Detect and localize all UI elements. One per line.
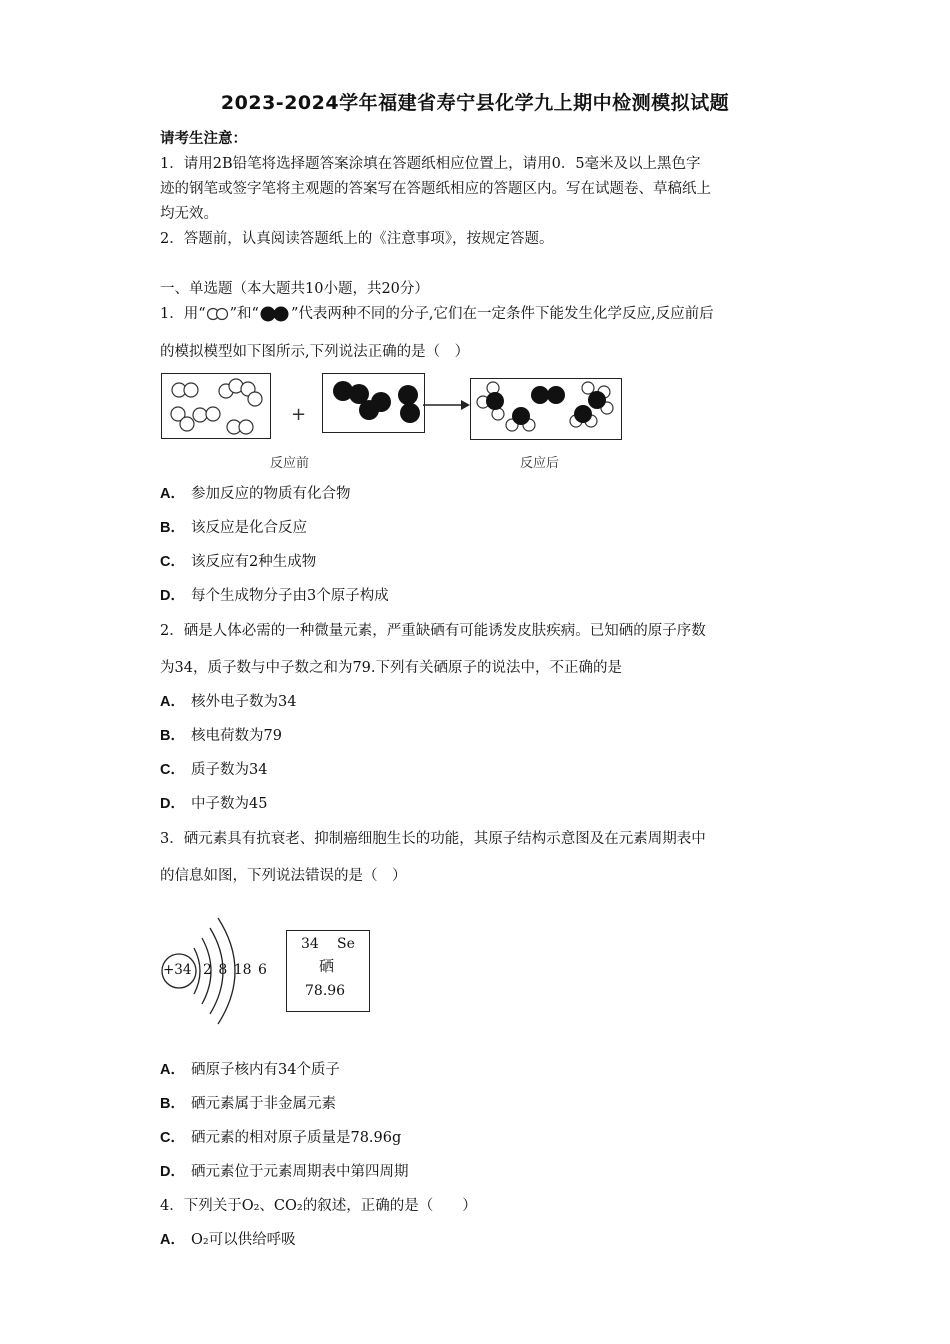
option-key: D． [160, 588, 185, 604]
product-molecules-drawing [471, 379, 621, 439]
q1-option-a [160, 482, 350, 503]
product-box [470, 378, 622, 440]
reactant-box-black [322, 373, 425, 433]
q3-option-d [160, 1160, 408, 1181]
notice-item1-line2: 迹的钢笔或签字笔将主观题的答案写在答题纸相应的答题区内。写在试题卷、草稿纸上 [160, 181, 711, 197]
white-molecule-icon [206, 307, 230, 321]
q2-stem-line2: 为34，质子数与中子数之和为79.下列有关硒原子的说法中，不正确的是 [160, 660, 623, 676]
q3-option-a [160, 1058, 340, 1079]
reaction-arrow [423, 399, 471, 411]
option-key: C． [160, 762, 185, 778]
white-molecules-drawing [162, 374, 270, 438]
reactant-box-white [161, 373, 271, 439]
q2-option-c [160, 758, 267, 779]
element-name: 硒 [319, 957, 335, 975]
q1-stem-part-a: 1．用“ [160, 306, 206, 322]
option-text: 质子数为34 [190, 762, 268, 778]
q3-option-c [160, 1126, 401, 1147]
option-key: D． [160, 796, 185, 812]
option-text: 该反应是化合反应 [190, 520, 307, 536]
option-key: B． [160, 1096, 185, 1112]
notice-item1-line3: 均无效。 [160, 206, 218, 222]
option-text: 硒元素位于元素周期表中第四周期 [190, 1164, 409, 1180]
option-key: B． [160, 728, 185, 744]
nucleus-label: +34 [163, 962, 192, 978]
option-key: A． [160, 1232, 185, 1248]
q1-stem-part-c: ”代表两种不同的分子,它们在一定条件下能发生化学反应,反应前后 [290, 306, 714, 322]
option-text: 硒元素属于非金属元素 [190, 1096, 336, 1112]
notice-heading: 请考生注意： [160, 130, 247, 147]
caption-before: 反应前 [270, 456, 310, 471]
option-key: C． [160, 1130, 185, 1146]
q4-option-a [160, 1228, 296, 1249]
shell-electrons: 2 8 18 6 [203, 962, 267, 978]
q1-stem-part-b: ”和“ [229, 306, 259, 322]
q1-stem-line2: 的模拟模型如下图所示,下列说法正确的是（ ） [160, 344, 470, 360]
q2-option-b [160, 724, 282, 745]
option-text: 参加反应的物质有化合物 [190, 486, 351, 502]
q1-option-b [160, 516, 307, 537]
option-text: O₂可以供给呼吸 [190, 1232, 296, 1248]
option-key: B． [160, 520, 185, 536]
plus-sign: + [291, 404, 307, 425]
atomic-number: 34 [301, 936, 319, 952]
q4-stem-line1: 4．下列关于O₂、CO₂的叙述，正确的是（ ） [160, 1198, 477, 1214]
q2-stem-line1: 2．硒是人体必需的一种微量元素，严重缺硒有可能诱发皮肤疾病。已知硒的原子序数 [160, 623, 706, 639]
option-text: 硒原子核内有34个质子 [190, 1062, 340, 1078]
q2-option-d [160, 792, 267, 813]
option-text: 核电荷数为79 [190, 728, 282, 744]
atomic-mass: 78.96 [305, 983, 346, 999]
element-symbol: Se [337, 936, 355, 952]
q1-stem-line1 [160, 302, 714, 323]
caption-after: 反应后 [520, 456, 560, 471]
option-key: A． [160, 1062, 185, 1078]
notice-item2: 2．答题前，认真阅读答题纸上的《注意事项》，按规定答题。 [160, 231, 554, 247]
option-key: D． [160, 1164, 185, 1180]
page-title: 2023-2024学年福建省寿宁县化学九上期中检测模拟试题 [220, 92, 730, 114]
section-heading: 一、单选题（本大题共10小题，共20分） [160, 281, 429, 297]
option-text: 中子数为45 [190, 796, 268, 812]
option-key: A． [160, 486, 185, 502]
option-key: C． [160, 554, 185, 570]
periodic-table-cell [286, 930, 370, 1012]
q1-option-c [160, 550, 316, 571]
q3-option-b [160, 1092, 336, 1113]
option-key: A． [160, 694, 185, 710]
q3-stem-line1: 3．硒元素具有抗衰老、抑制癌细胞生长的功能，其原子结构示意图及在元素周期表中 [160, 831, 706, 847]
option-text: 核外电子数为34 [190, 694, 297, 710]
black-molecule-icon [259, 306, 291, 322]
option-text: 硒元素的相对原子质量是78.96g [190, 1130, 402, 1146]
q3-stem-line2: 的信息如图，下列说法错误的是（ ） [160, 868, 407, 884]
option-text: 每个生成物分子由3个原子构成 [190, 588, 389, 604]
notice-item1-line1: 1．请用2B铅笔将选择题答案涂填在答题纸相应位置上，请用0．5毫米及以上黑色字 [160, 156, 701, 172]
q1-option-d [160, 584, 389, 605]
q2-option-a [160, 690, 296, 711]
option-text: 该反应有2种生成物 [190, 554, 317, 570]
black-molecules-drawing [323, 374, 424, 432]
